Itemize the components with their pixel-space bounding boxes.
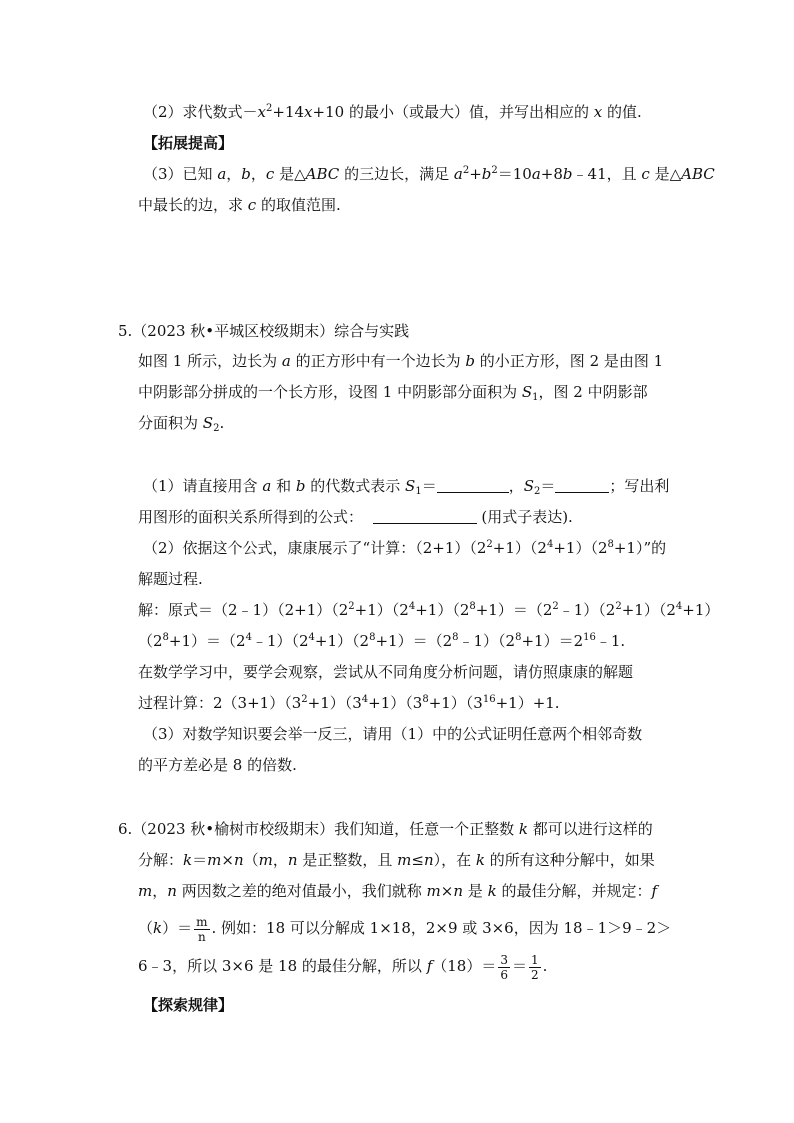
sub: 2 <box>534 486 541 497</box>
text: . <box>219 414 225 432</box>
q5-part2-line1 <box>143 537 666 559</box>
sup: 2 <box>266 103 273 114</box>
denominator: 6 <box>500 967 508 982</box>
text: 的三边长，满足 <box>344 165 450 183</box>
var: n <box>167 882 177 900</box>
fraction-1-over-2 <box>529 953 541 982</box>
text: 分解： <box>138 851 184 869</box>
text: 是△ <box>279 165 306 183</box>
denominator: 2 <box>531 967 539 982</box>
text: + <box>469 165 482 183</box>
text: 和 <box>276 477 292 495</box>
var: b <box>481 165 492 183</box>
text: 是△ <box>654 165 682 183</box>
text: ， <box>508 477 524 495</box>
text: +1）（2 <box>492 539 547 557</box>
text: 是 <box>467 882 483 900</box>
var: S <box>405 477 416 495</box>
text: . 例如：18 可以分解成 1×18，2×9 或 3×6，因为 18﹣1＞9﹣2＞ <box>211 919 672 937</box>
var: c <box>641 165 650 183</box>
sup: 4 <box>308 632 315 643</box>
q4-part3-line1 <box>143 163 715 185</box>
sup: 2 <box>491 165 498 176</box>
text: +1）（3 <box>428 694 483 712</box>
text: ＝ <box>421 477 437 495</box>
var: k <box>153 919 163 937</box>
text: 如图 1 所示，边长为 <box>138 352 278 370</box>
sup: 4 <box>408 601 416 612</box>
text: ＝ <box>511 957 527 975</box>
var: a <box>531 165 541 183</box>
var: b <box>295 477 306 495</box>
fraction-3-over-6 <box>498 953 510 982</box>
answer-blank-s2[interactable] <box>555 477 609 493</box>
sup: 4 <box>361 694 369 705</box>
var: m <box>138 882 153 900</box>
q5-heading: 5.（2023 秋•平城区校级期末）综合与实践 <box>118 322 410 340</box>
text: ，图 2 中阴影部 <box>538 383 648 401</box>
text: . <box>542 957 548 975</box>
sup: 2 <box>615 601 622 612</box>
q5-observe-line1: 在数学学习中，要学会观察，尝试从不同角度分析问题，请仿照康康的解题 <box>138 663 634 681</box>
text: +1）（2 <box>621 601 676 619</box>
text: ﹣1. <box>595 632 626 650</box>
var: f <box>651 882 658 900</box>
text: (用式子表达). <box>481 508 573 526</box>
text: +10 的最小（或最大）值，并写出相应的 <box>312 103 589 121</box>
sup: 8 <box>369 632 376 643</box>
var: k <box>475 851 485 869</box>
var: n <box>233 851 244 869</box>
var: b <box>465 352 476 370</box>
q6-line2 <box>138 880 657 902</box>
var: ABC <box>305 165 340 183</box>
text: +1） <box>682 601 720 619</box>
text: ＝10 <box>497 165 532 183</box>
text: （3）已知 <box>143 165 213 183</box>
sup: 2 <box>552 601 559 612</box>
var: f <box>426 957 433 975</box>
var: x <box>593 103 603 121</box>
q5-intro-line3 <box>138 412 224 434</box>
text: +1）（2 <box>415 601 470 619</box>
q4-part2 <box>143 101 642 123</box>
text: +1）（2 <box>553 539 608 557</box>
q4-section-tag: 【拓展提高】 <box>143 134 234 152</box>
text: ），在 <box>433 851 472 869</box>
var: m <box>258 851 273 869</box>
text: 的所有这种分解中，如果 <box>489 851 655 869</box>
text: 是正整数，且 <box>302 851 393 869</box>
text: （2）求代数式－ <box>143 103 258 121</box>
text: +1）＝2 <box>521 632 584 650</box>
sup: 4 <box>675 601 683 612</box>
fraction-m-over-n <box>194 915 209 944</box>
q5-solution-line1 <box>138 599 719 621</box>
q4-part3-line2 <box>138 194 341 216</box>
text: +1）（2 <box>314 632 370 650</box>
text: ≤ <box>411 851 424 869</box>
text: +14 <box>272 103 305 121</box>
numerator: 3 <box>500 952 508 967</box>
var: a <box>453 165 463 183</box>
answer-blank-s1[interactable] <box>437 477 509 493</box>
text: 中最长的边，求 <box>138 196 244 214</box>
sup: 8 <box>422 694 429 705</box>
text: （2）依据这个公式，康康展示了“计算：（2+1）（2 <box>143 539 487 557</box>
text: 分面积为 <box>138 414 199 432</box>
text: × <box>440 882 454 900</box>
denominator: n <box>197 929 206 944</box>
var: n <box>423 851 434 869</box>
var: a <box>281 352 291 370</box>
var: ABC <box>681 165 715 183</box>
text: ﹣1）（2 <box>458 632 516 650</box>
text: ， <box>152 882 168 900</box>
text: 的值. <box>606 103 642 121</box>
text: +1）（2 <box>354 601 409 619</box>
var: a <box>262 477 272 495</box>
text: ﹣1）（2 <box>251 632 309 650</box>
q5-intro-line2 <box>138 381 648 403</box>
var: n <box>453 882 463 900</box>
text: 的代数式表示 <box>310 477 401 495</box>
q5-solution-line2 <box>138 630 625 652</box>
sub: 1 <box>532 392 539 403</box>
sup: 2 <box>348 601 355 612</box>
text: ；写出利 <box>609 477 670 495</box>
var: c <box>265 165 275 183</box>
var: n <box>287 851 298 869</box>
var: S <box>521 383 533 401</box>
var: m <box>426 882 441 900</box>
text: ， <box>272 851 288 869</box>
text: 的小正方形，图 2 是由图 1 <box>479 352 664 370</box>
text: ﹣1）（2 <box>558 601 616 619</box>
var: x <box>304 103 313 121</box>
text: 6.（2023 秋•榆树市校级期末）我们知道，任意一个正整数 <box>118 820 515 838</box>
text: （1）请直接用含 <box>143 477 258 495</box>
text: 的最佳分解，并规定： <box>501 882 652 900</box>
text: +1）（3 <box>307 694 362 712</box>
q6-line1 <box>138 849 655 871</box>
q5-observe-line2 <box>138 692 560 714</box>
sup: 16 <box>482 694 496 705</box>
text: ）＝ <box>162 919 193 937</box>
text: ﹣41，且 <box>572 165 637 183</box>
sup: 8 <box>607 539 614 550</box>
text: ， <box>250 165 266 183</box>
text: （18）＝ <box>432 957 497 975</box>
q6-line4 <box>138 952 547 982</box>
text: 都可以进行这样的 <box>532 820 653 838</box>
text: 6﹣3，所以 3×6 是 18 的最佳分解，所以 <box>138 957 422 975</box>
sup: 8 <box>469 601 476 612</box>
var: a <box>217 165 227 183</box>
sup: 2 <box>462 165 470 176</box>
text: 解：原式＝（2﹣1）（2+1）（2 <box>138 601 349 619</box>
var: b <box>562 165 573 183</box>
sup: 8 <box>515 632 522 643</box>
var: S <box>202 414 214 432</box>
text: +1）+1. <box>495 694 560 712</box>
text: 中阴影部分拼成的一个长方形，设图 1 中阴影部分面积为 <box>138 383 518 401</box>
sub: 2 <box>213 423 220 434</box>
q5-part3-line2: 的平方差必是 8 的倍数. <box>138 756 297 774</box>
var: c <box>247 196 257 214</box>
var: b <box>241 165 251 183</box>
sup: 16 <box>583 632 596 643</box>
answer-blank-formula[interactable] <box>373 508 477 524</box>
text: +8 <box>540 165 563 183</box>
text: +1）＝（2 <box>475 601 553 619</box>
q5-part3-line1: （3）对数学知识要会举一反三，请用（1）中的公式证明任意两个相邻奇数 <box>143 725 643 743</box>
q5-part2-line2: 解题过程. <box>138 570 203 588</box>
text: × <box>221 851 234 869</box>
numerator: m <box>196 914 208 929</box>
sup: 2 <box>486 539 493 550</box>
q5-intro-line1 <box>138 350 663 372</box>
sup: 4 <box>245 632 252 643</box>
text: 两因数之差的绝对值最小，我们就称 <box>181 882 422 900</box>
sup: 8 <box>162 632 169 643</box>
var: m <box>207 851 222 869</box>
sup: 2 <box>301 694 308 705</box>
text: （ <box>138 919 154 937</box>
var: k <box>518 820 528 838</box>
sup: 8 <box>452 632 459 643</box>
q6-line3 <box>138 914 671 944</box>
q6-section-tag: 【探索规律】 <box>143 996 234 1014</box>
text: 的正方形中有一个边长为 <box>295 352 461 370</box>
text: 的取值范围. <box>260 196 341 214</box>
text: （ <box>243 851 259 869</box>
text: +1）”的 <box>613 539 667 557</box>
text: +1）（3 <box>368 694 423 712</box>
text: ＝ <box>192 851 208 869</box>
sup: 4 <box>546 539 554 550</box>
text: ＝ <box>540 477 556 495</box>
var: m <box>397 851 412 869</box>
text: 过程计算：2（3+1）（3 <box>138 694 302 712</box>
var: x <box>257 103 267 121</box>
sub: 1 <box>415 486 422 497</box>
var: S <box>523 477 535 495</box>
q5-part1-line2 <box>138 506 573 528</box>
var: k <box>487 882 497 900</box>
numerator: 1 <box>531 952 539 967</box>
q6-heading <box>118 818 653 840</box>
text: （2 <box>138 632 163 650</box>
text: +1）＝（2 <box>168 632 246 650</box>
q5-part1-line1 <box>143 475 669 497</box>
var: k <box>183 851 193 869</box>
text: +1）＝（2 <box>375 632 453 650</box>
text: ， <box>226 165 242 183</box>
text: 用图形的面积关系所得到的公式： <box>138 508 364 526</box>
